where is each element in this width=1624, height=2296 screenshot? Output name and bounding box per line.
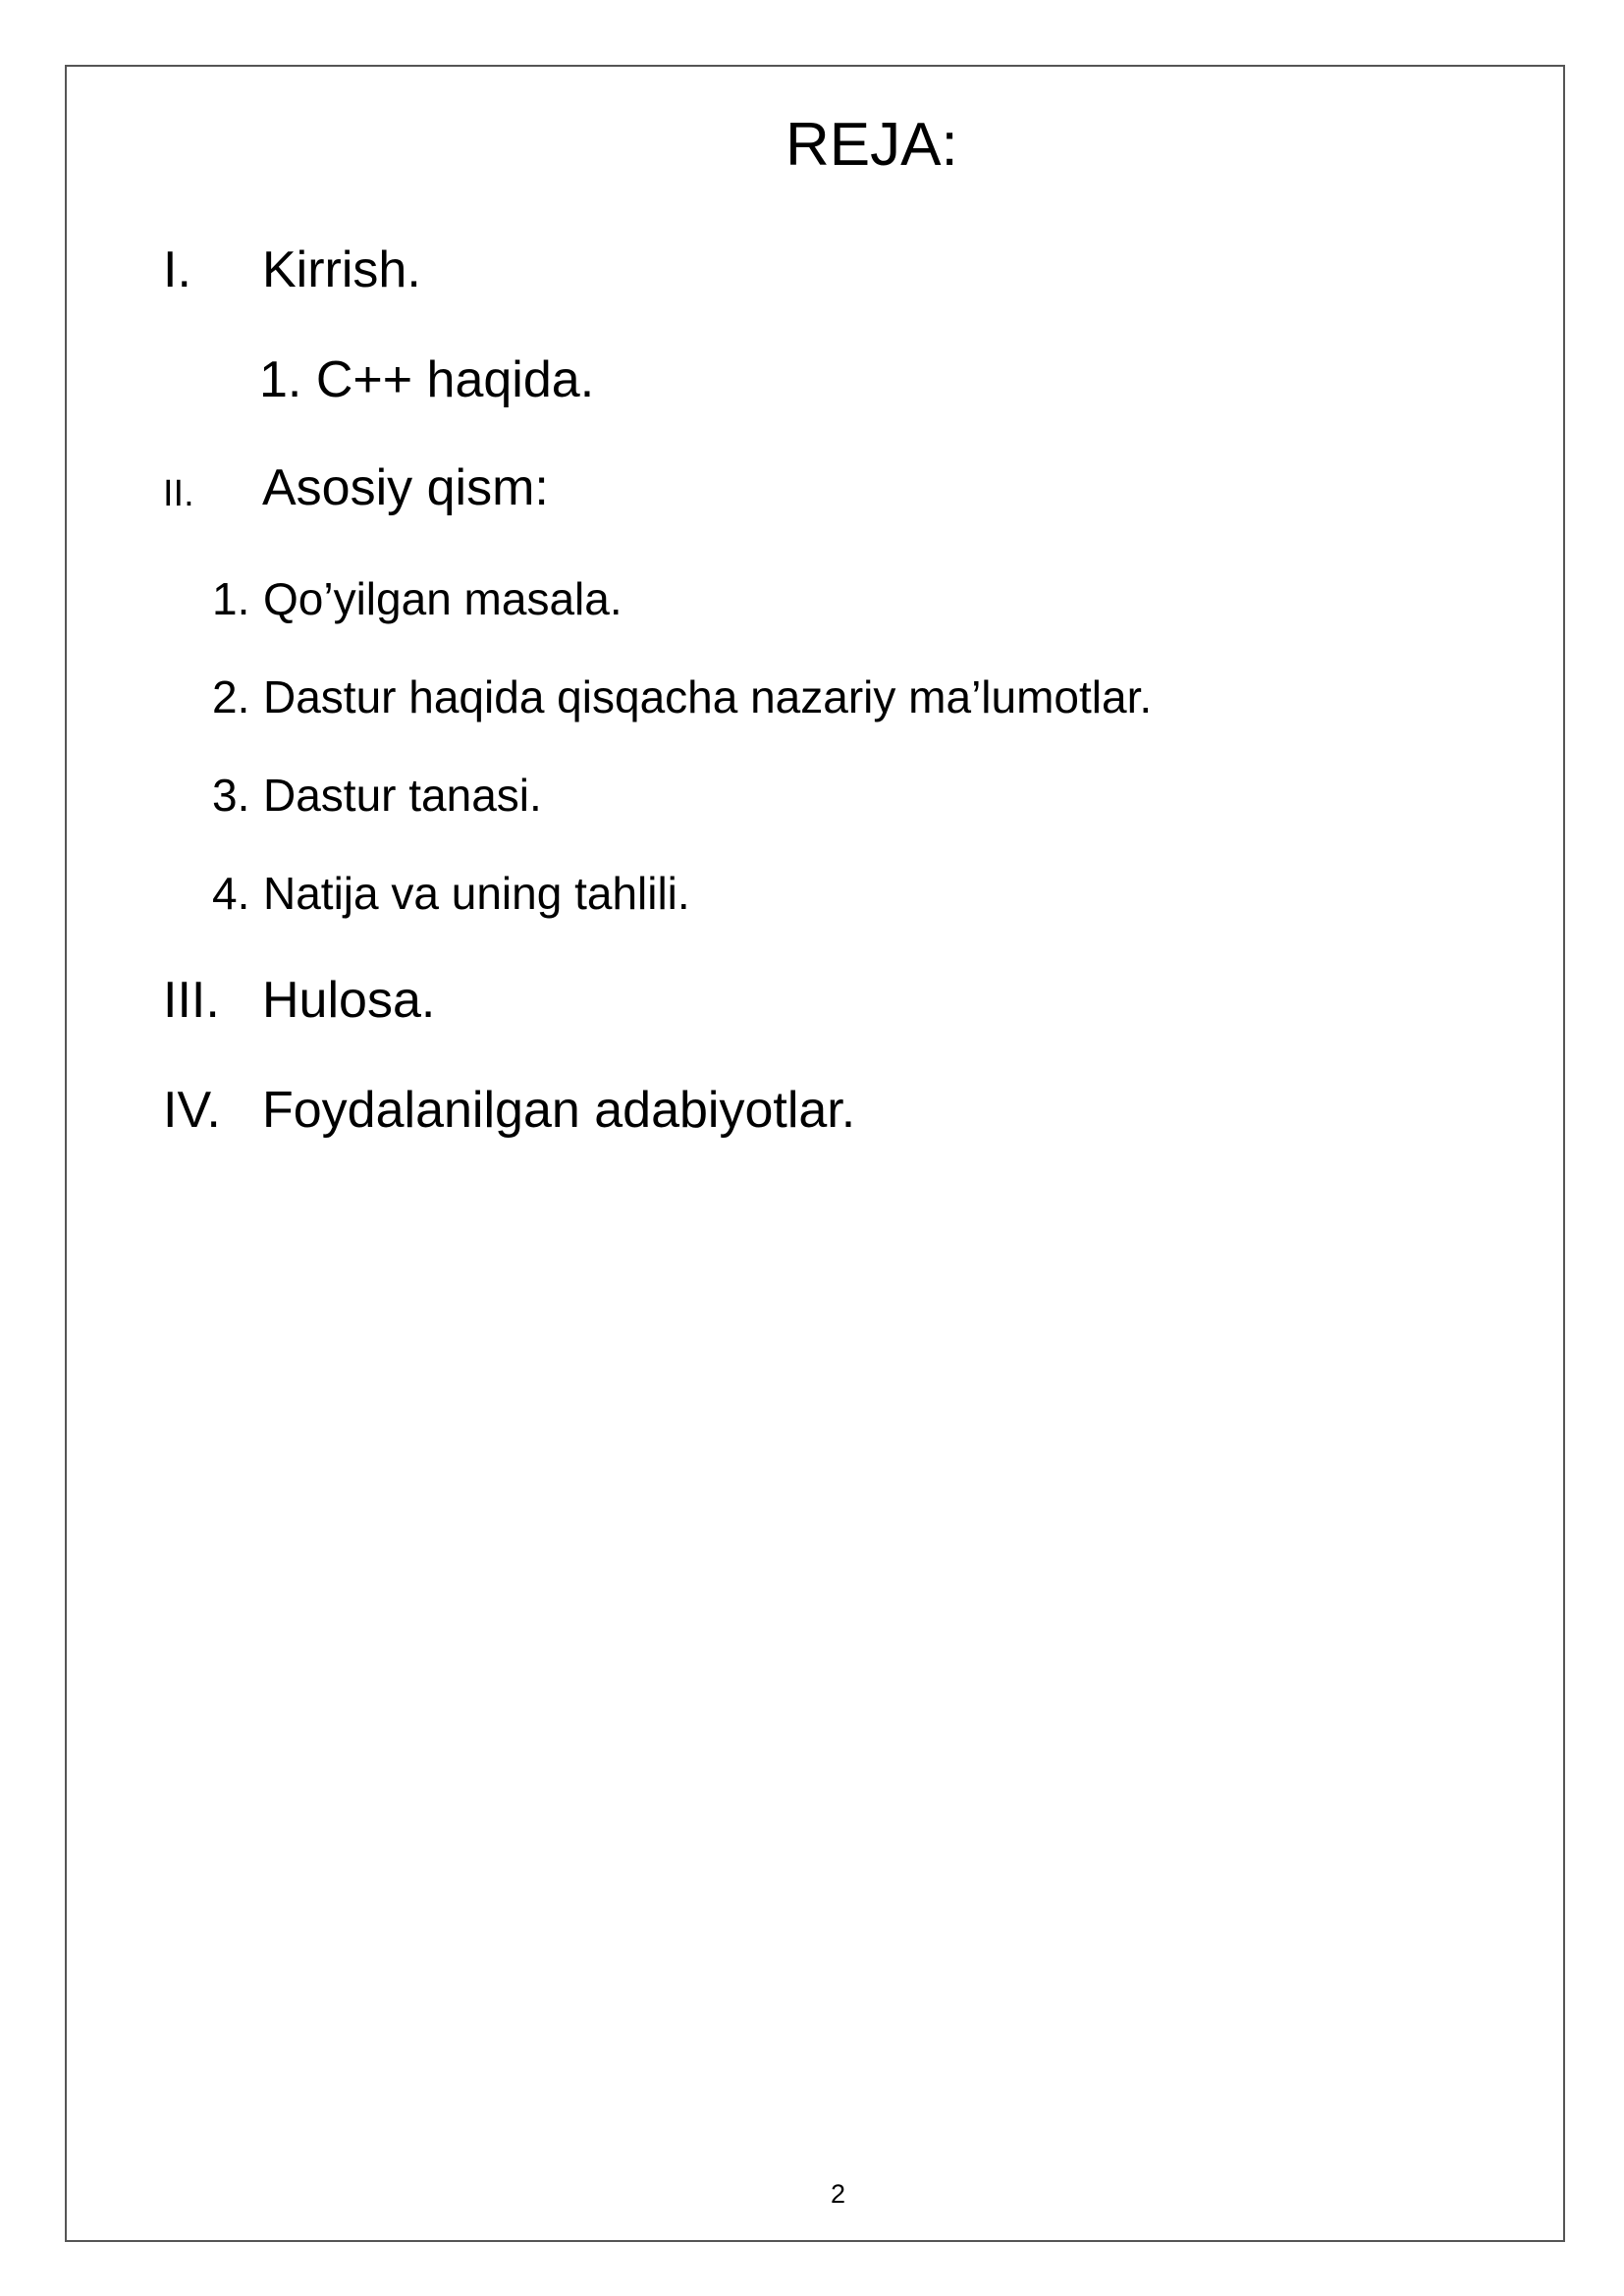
- outline-text: Hulosa.: [262, 972, 436, 1029]
- outline-numeral: IV.: [163, 1082, 221, 1139]
- outline-text: Foydalanilgan adabiyotlar.: [262, 1082, 856, 1139]
- outline-text: Asosiy qism:: [262, 459, 549, 516]
- list-item-number: 2.: [212, 671, 250, 722]
- outline-numeral: II.: [163, 473, 194, 514]
- list-item-number: 4.: [212, 868, 250, 919]
- outline-text: Kirrish.: [262, 241, 421, 298]
- page-title: REJA:: [785, 111, 958, 179]
- list-item-number: 3.: [212, 770, 250, 821]
- outline-numeral: III.: [163, 972, 220, 1029]
- outline-numeral: I.: [163, 241, 191, 298]
- list-item-text: Qo’yilgan masala.: [263, 573, 623, 624]
- list-item-text: Natija va uning tahlili.: [263, 868, 690, 919]
- outline-text: 1. C++ haqida.: [259, 351, 595, 408]
- list-item-number: 1.: [212, 573, 250, 624]
- list-item-text: Dastur tanasi.: [263, 770, 542, 821]
- list-item-text: Dastur haqida qisqacha nazariy ma’lumotlar.: [263, 671, 1153, 722]
- page-number: 2: [831, 2179, 846, 2209]
